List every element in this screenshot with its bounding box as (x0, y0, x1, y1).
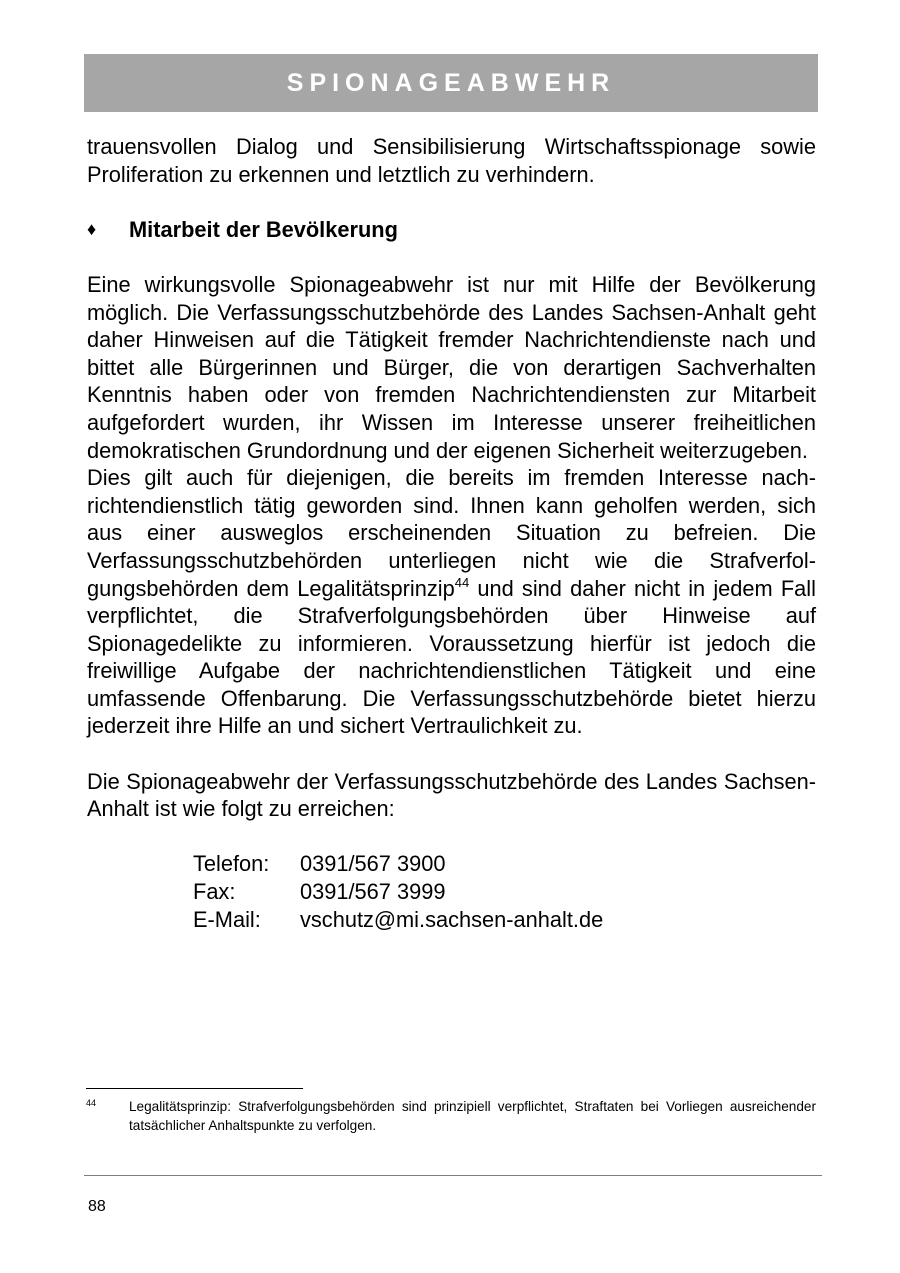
email-link[interactable]: vschutz@mi.sachsen-anhalt.de (300, 906, 604, 932)
paragraph-former-agents-part2: und sind daher nicht in jedem Fall verpflichtet, die Strafverfolgungsbehörden über Hinweise auf Spionagedelikte zu informieren. Voraussetzung hierfür ist jedoch die freiwillige Aufgabe der nachrichtendienstlichen Tätigkeit und eine umfassende Offenbarung. Die Verfassungsschutzbehörde bietet hierzu jederzeit ihre Hilfe an und sichert Vertraulichkeit zu. (87, 575, 816, 739)
footnote-reference[interactable]: 44 (454, 574, 470, 590)
diamond-bullet-icon: ♦ (87, 218, 97, 239)
footnote-divider (86, 1088, 303, 1089)
page-number: 88 (88, 1198, 106, 1215)
intro-paragraph: trauensvollen Dialog und Sensibilisierung Wirtschaftsspionage sowie Proliferation zu erkennen und letztlich zu verhindern. (87, 134, 816, 187)
contact-row-fax (193, 878, 816, 906)
paragraph-former-agents (87, 464, 816, 740)
footnote-text: Legalitätsprinzip: Strafverfolgungsbehörden sind prinzipiell verpflichtet, Straftaten bei Vorliegen ausreichender tatsächlicher Anhaltspunkte zu verfolgen. (129, 1099, 816, 1133)
contact-value: 0391/567 3999 (300, 879, 446, 905)
contact-label: E-Mail: (193, 906, 261, 932)
page-header-title: SPIONAGEABWEHR (286, 68, 616, 97)
section-heading (87, 216, 816, 244)
paragraph-contact-intro: Die Spionageabwehr der Verfassungsschutzbehörde des Landes Sachsen-Anhalt ist wie folgt zu erreichen: (87, 768, 816, 822)
section-heading-text: Mitarbeit der Bevölkerung (129, 216, 398, 242)
page-header-banner (84, 54, 818, 112)
contact-label: Telefon: (193, 851, 270, 877)
page-footer-divider (84, 1175, 822, 1176)
paragraph-former-agents-part1: Dies gilt auch für diejenigen, die bereits im fremden Interesse nachrichtendienstlich tätig geworden sind. Ihnen kann geholfen werden, sich aus einer ausweglos erscheinenden Situation zu befreien. Die Verfassungsschutzbehörden unterliegen nicht wie die Strafverfolgungsbehörden dem Legalitätsprinzip (87, 465, 816, 601)
contact-value: 0391/567 3900 (300, 851, 446, 877)
footnote-number: 44 (86, 1098, 97, 1108)
footnote (86, 1097, 816, 1135)
contact-label: Fax: (193, 879, 236, 905)
paragraph-cooperation: Eine wirkungsvolle Spionageabwehr ist nur mit Hilfe der Bevölkerung möglich. Die Verfassungsschutzbehörde des Landes Sachsen-Anhalt geht daher Hinweisen auf die Tätigkeit fremder Nachrichtendienste nach und bittet alle Bürgerinnen und Bürger, die von derartigen Sachverhalten Kenntnis haben oder von fremden Nachrichtendiensten zur Mitarbeit aufgefordert wurden, ihr Wissen im Interesse unserer freiheitlichen demokratischen Grundordnung und der eigenen Sicherheit weiterzugeben. (87, 271, 816, 463)
contact-row-phone (193, 850, 816, 878)
contact-row-email (193, 906, 816, 934)
main-text (87, 133, 816, 933)
contact-list (193, 850, 816, 933)
